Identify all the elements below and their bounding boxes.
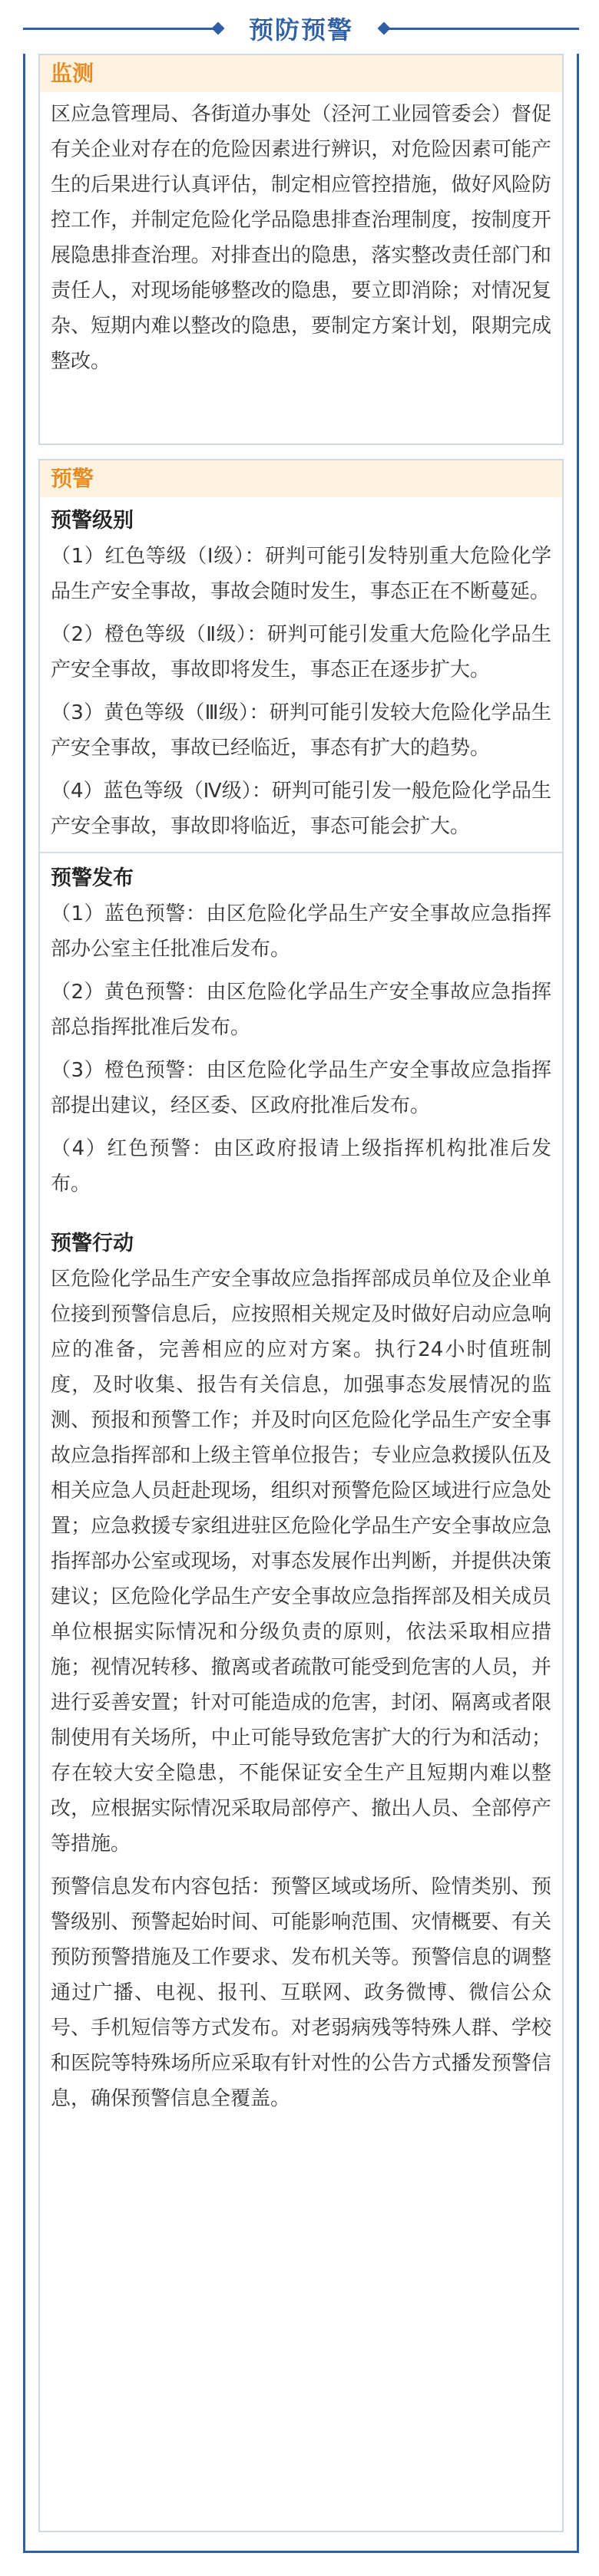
warning-publish-list [40, 896, 562, 1202]
warning-level-item: （4）蓝色等级（Ⅳ级）：研判可能引发一般危险化学品生产安全事故，事故即将临近，事态可能会扩大。 [51, 780, 551, 838]
warning-heading: 预警 [40, 460, 562, 497]
page-title: 预防预警 [248, 15, 353, 45]
warning-action-paragraph: 区危险化学品生产安全事故应急指挥部成员单位及企业单位接到预警信息后，应按照相关规定及时做好启动应急响应的准备，完善相应的应对方案。执行24小时值班制度，及时收集、报告有关信息，加强事态发展情况的监测、预报和预警工作；并及时向区危险化学品生产安全事故应急指挥部和上级主管单位报告；专业应急救援队伍及相关应急人员赶赴现场，组织对预警危险区域进行应急处置；应急救援专家组进驻区危险化学品生产安全事故应急指挥部办公室或现场，对事态发展作出判断，并提供决策建议；区危险化学品生产安全事故应急指挥部及相关成员单位根据实际情况和分级负责的原则，依法采取相应措施；视情况转移、撤离或者疏散可能受到危害的人员，并进行妥善安置；针对可能造成的危害，封闭、隔离或者限制使用有关场所，中止可能导致危害扩大的行为和活动；存在较大安全隐患，不能保证安全生产且短期内难以整改，应根据实际情况采取局部停产、撤出人员、全部停产等措施。 [51, 1268, 551, 1855]
monitor-text: 区应急管理局、各街道办事处（泾河工业园管委会）督促有关企业对存在的危险因素进行辨识，对危险因素可能产生的后果进行认真评估，制定相应管控措施，做好风险防控工作，并制定危险化学品隐患排查治理制度，按制度开展隐患排查治理。对排查出的隐患，落实整改责任部门和责任人，对现场能够整改的隐患，要立即消除；对情况复杂、短期内难以整改的隐患，要制定方案计划，限期完成整改。 [51, 103, 551, 373]
warning-publish-item: （1）蓝色预警：由区危险化学品生产安全事故应急指挥部办公室主任批准后发布。 [51, 902, 551, 961]
warning-levels-list [40, 539, 562, 844]
title-bar [23, 0, 579, 54]
warning-action-paragraph: 预警信息发布内容包括：预警区域或场所、险情类别、预警级别、预警起始时间、可能影响范围、灾情概要、有关预防预警措施及工作要求、发布机关等。预警信息的调整通过广播、电视、报刊、互联网、政务微博、微信公众号、手机短信等方式发布。对老弱病残等特殊人群、学校和医院等特殊场所应采取有针对性的公告方式播发预警信息，确保预警信息全覆盖。 [51, 1875, 551, 2110]
warning-level-item: （1）红色等级（Ⅰ级）：研判可能引发特别重大危险化学品生产安全事故，事故会随时发生，事态正在不断蔓延。 [51, 545, 551, 603]
warning-publish-heading: 预警发布 [51, 866, 134, 890]
section-divider [40, 852, 562, 853]
warning-publish-item: （2）黄色预警：由区危险化学品生产安全事故应急指挥部总指挥批准后发布。 [51, 981, 551, 1039]
warning-publish-item: （4）红色预警：由区政府报请上级指挥机构批准后发布。 [51, 1137, 551, 1196]
warning-section [38, 459, 564, 2532]
monitor-heading: 监测 [40, 55, 562, 92]
warning-publish-item: （3）橙色预警：由区危险化学品生产安全事故应急指挥部提出建议，经区委、区政府批准后发布。 [51, 1059, 551, 1117]
warning-action-text [40, 1262, 562, 2116]
warning-levels-heading: 预警级别 [51, 509, 134, 533]
warning-level-item: （3）黄色等级（Ⅲ级）：研判可能引发较大危险化学品生产安全事故，事故已经临近，事态有扩大的趋势。 [51, 701, 551, 760]
warning-action-heading: 预警行动 [51, 1232, 134, 1255]
monitor-section [38, 54, 564, 445]
warning-level-item: （2）橙色等级（Ⅱ级）：研判可能引发重大危险化学品生产安全事故，事故即将发生，事态正在逐步扩大。 [51, 623, 551, 681]
title-line-right [384, 28, 579, 30]
